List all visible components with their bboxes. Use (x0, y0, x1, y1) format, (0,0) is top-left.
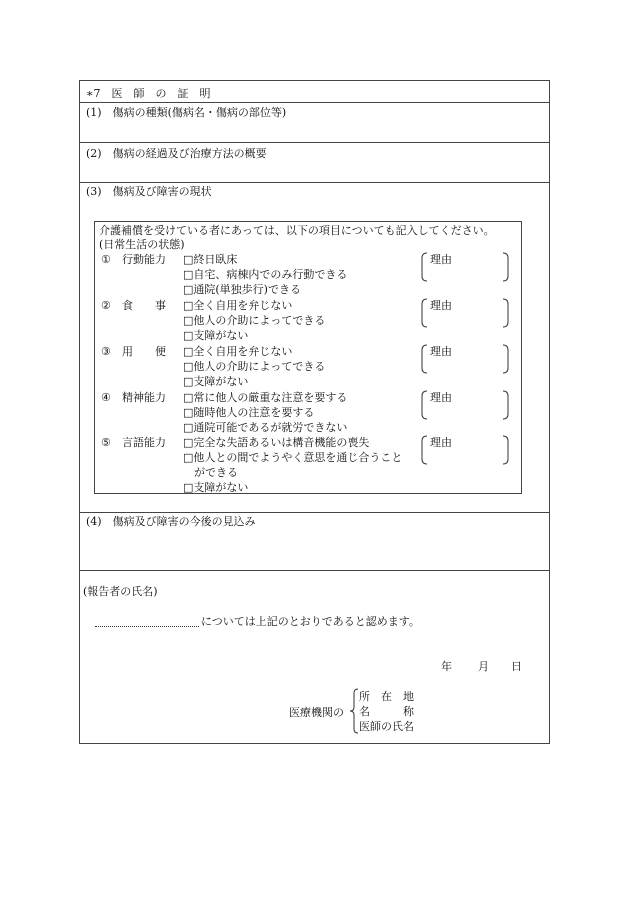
institution-name-label: 名 称 (359, 705, 414, 718)
day-label: 日 (511, 660, 522, 673)
item-label: 食 事 (122, 299, 166, 312)
left-brace-icon (349, 688, 359, 734)
item-number: ④ (101, 391, 111, 404)
item-label: 精神能力 (122, 391, 166, 404)
divider (79, 570, 550, 571)
checkbox-option[interactable]: □全く自用を弁じない (183, 345, 293, 358)
section-3-label: (3) 傷病及び障害の現状 (86, 185, 212, 198)
checkbox-option[interactable]: □全く自用を弁じない (183, 299, 293, 312)
checkbox-option[interactable]: □常に他人の厳重な注意を要する (183, 391, 348, 404)
checkbox-option[interactable]: □通院(単独歩行)できる (183, 283, 301, 296)
item-number: ① (101, 253, 111, 266)
checkbox-option[interactable]: □通院可能であるが就労できない (183, 421, 348, 434)
divider (79, 142, 550, 143)
option-continuation: ができる (183, 466, 238, 479)
checkbox-option[interactable]: □他人の介助によってできる (183, 360, 326, 373)
item-number: ② (101, 299, 111, 312)
reporter-label: (報告者の氏名) (83, 585, 158, 598)
certify-text: については上記のとおりであると認めます。 (201, 615, 420, 628)
checkbox-option[interactable]: □完全な失語あるいは構音機能の喪失 (183, 436, 370, 449)
section-header: ∗7 医 師 の 証 明 (86, 87, 211, 100)
divider (79, 102, 550, 103)
section-4-label: (4) 傷病及び障害の今後の見込み (86, 515, 256, 528)
item-number: ⑤ (101, 436, 111, 449)
year-label: 年 (441, 660, 452, 673)
reason-label: 理由 (430, 345, 452, 358)
section-2-label: (2) 傷病の経過及び治療方法の概要 (86, 147, 267, 160)
checkbox-option[interactable]: □支障がない (183, 481, 249, 494)
reporter-name-field[interactable] (95, 614, 199, 627)
checkbox-option[interactable]: □自宅、病棟内でのみ行動できる (183, 268, 348, 281)
reason-label: 理由 (430, 436, 452, 449)
checkbox-option[interactable]: □支障がない (183, 375, 249, 388)
address-label: 所 在 地 (359, 690, 414, 703)
item-label: 用 便 (122, 345, 166, 358)
item-number: ③ (101, 345, 111, 358)
care-notice: 介護補償を受けている者にあっては、以下の項目についても記入してください。 (99, 224, 495, 237)
reason-label: 理由 (430, 299, 452, 312)
reason-label: 理由 (430, 253, 452, 266)
checkbox-option[interactable]: □随時他人の注意を要する (183, 406, 315, 419)
divider (79, 512, 550, 513)
item-label: 行動能力 (122, 253, 166, 266)
checkbox-option[interactable]: □他人の介助によってできる (183, 314, 326, 327)
checkbox-option[interactable]: □支障がない (183, 329, 249, 342)
month-label: 月 (478, 660, 489, 673)
section-1-label: (1) 傷病の種類(傷病名・傷病の部位等) (86, 106, 287, 119)
institution-label: 医療機関の (289, 706, 344, 719)
divider (79, 182, 550, 183)
doctor-name-label: 医師の氏名 (359, 720, 414, 733)
item-label: 言語能力 (122, 436, 166, 449)
reason-label: 理由 (430, 391, 452, 404)
checkbox-option[interactable]: □終日臥床 (183, 253, 238, 266)
care-subheading: (日常生活の状態) (99, 238, 185, 251)
checkbox-option[interactable]: □他人との間でようやく意思を通じ合うこと (183, 451, 403, 464)
